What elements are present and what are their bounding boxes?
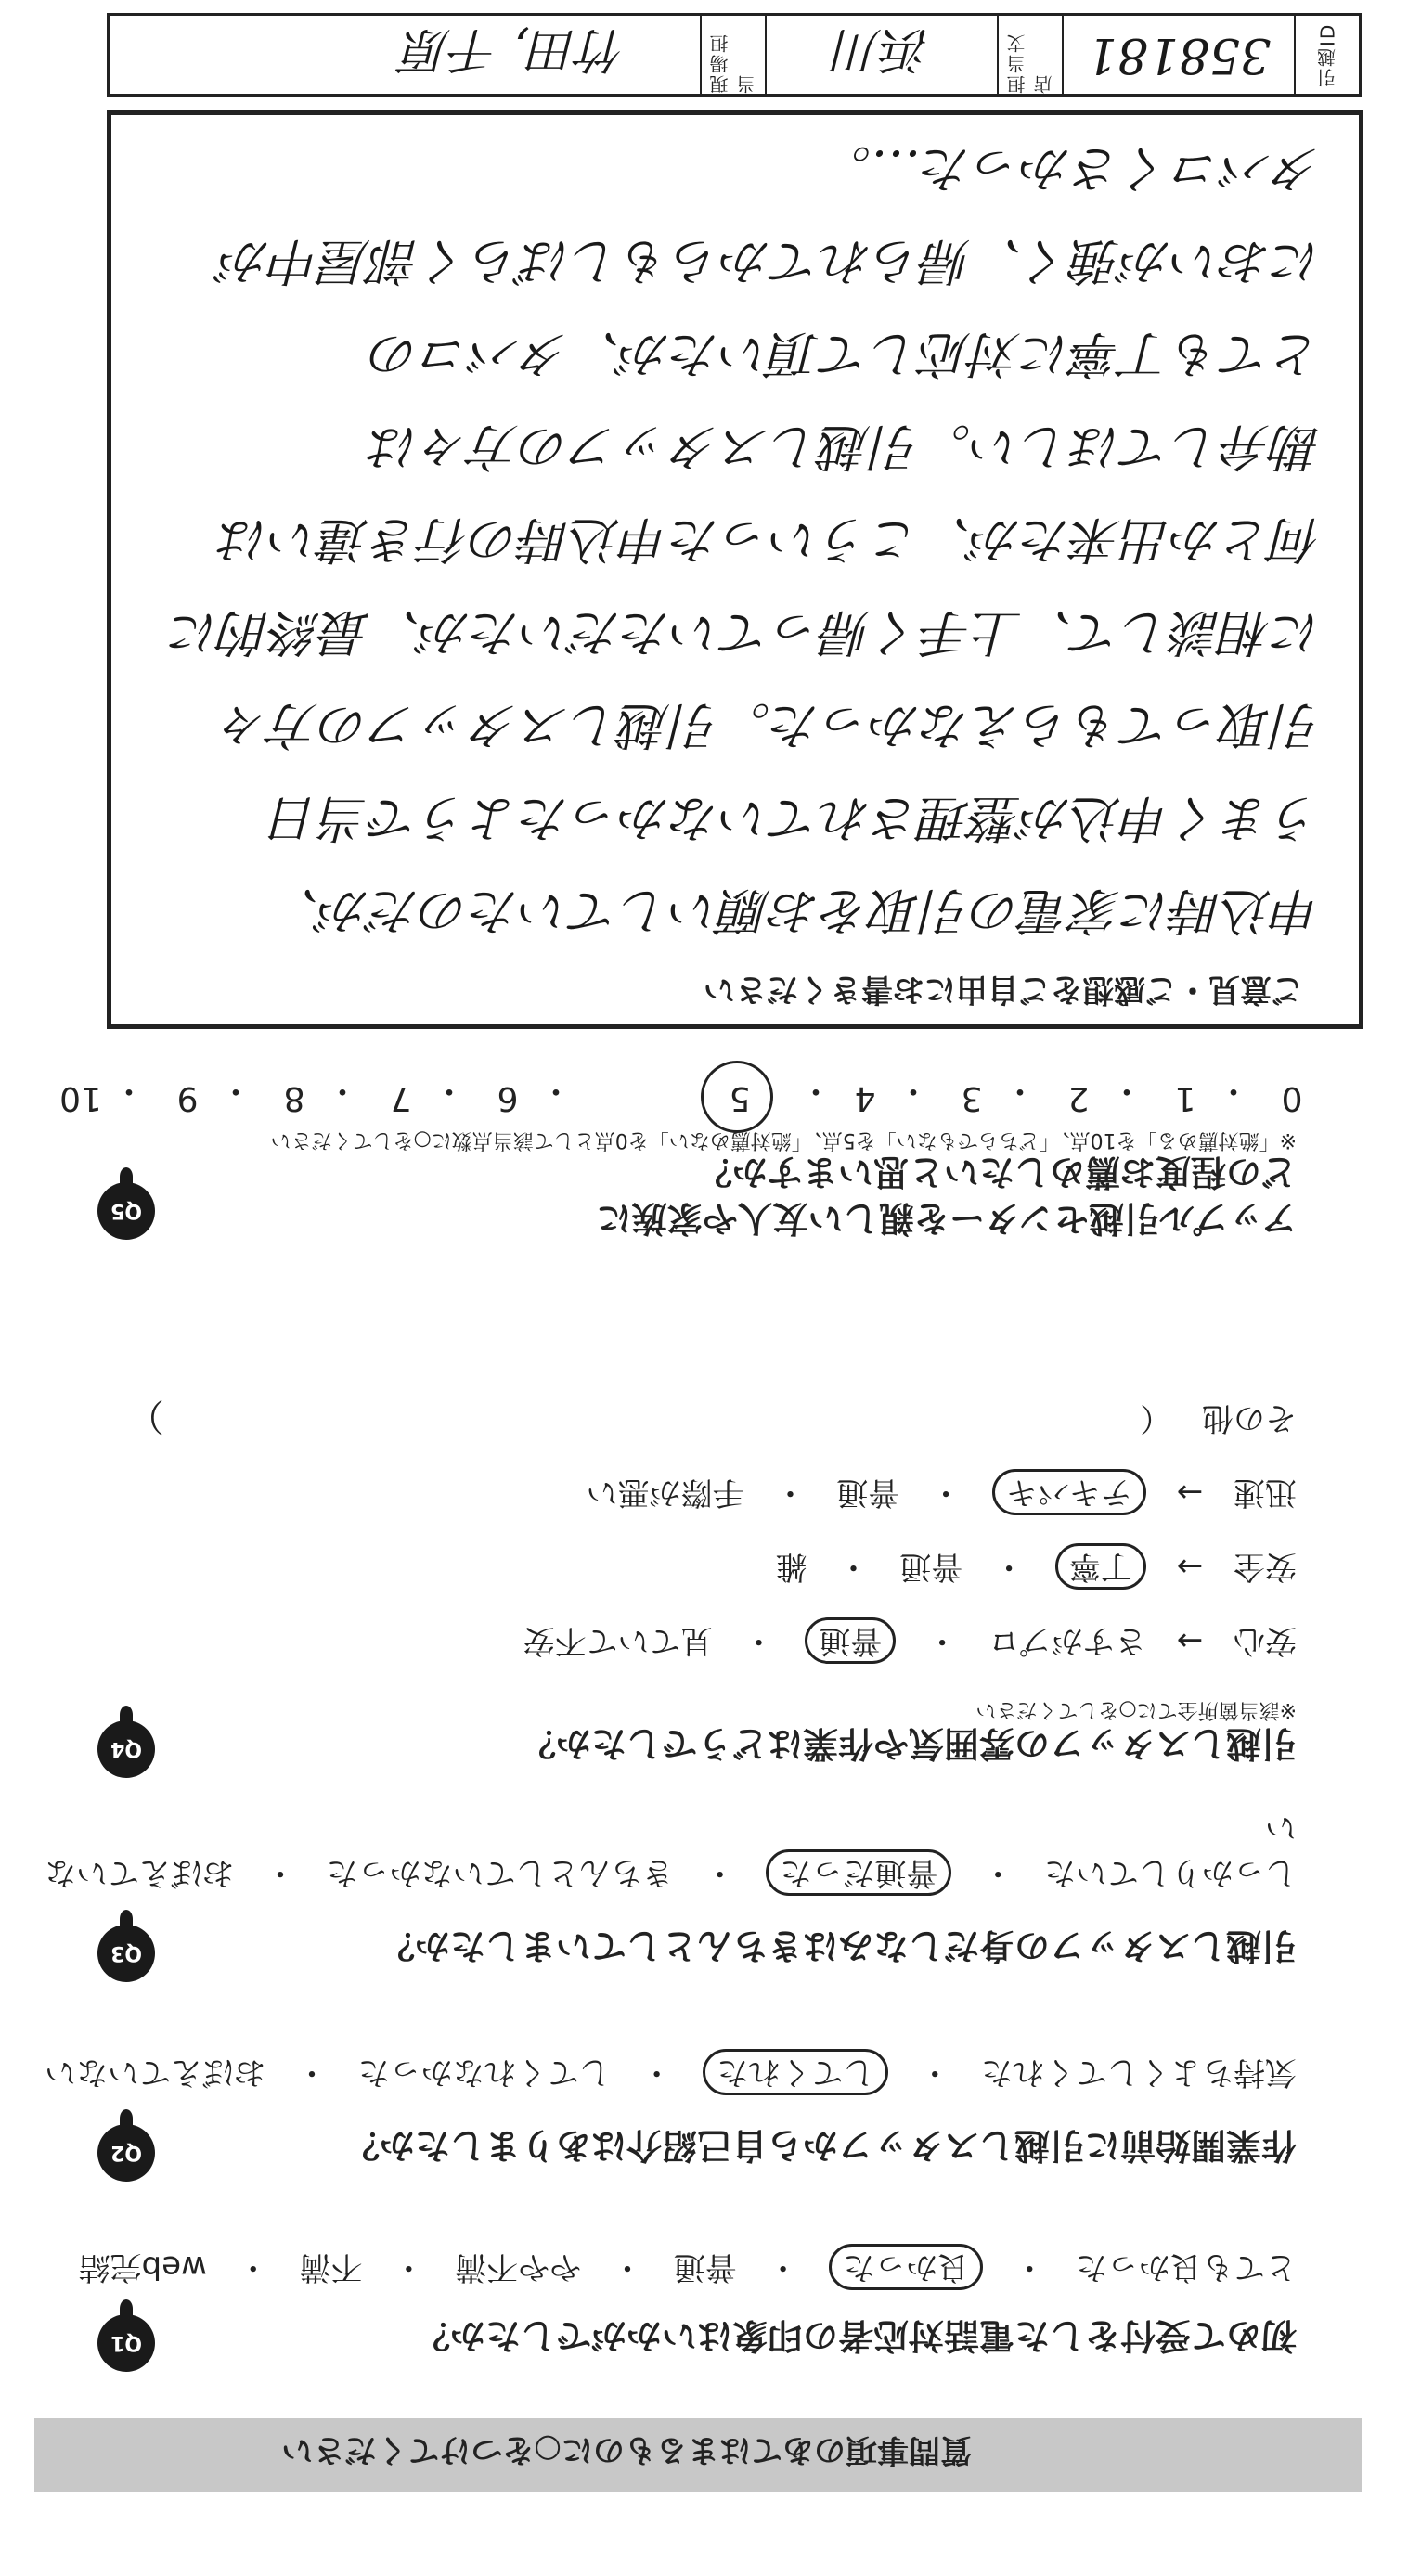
- comment-line: に相談して、上手く帰っていただいたが、最終的に: [170, 603, 1322, 662]
- score-separator: ・: [111, 1072, 146, 1110]
- comment-line: タバコくさかった…。: [820, 139, 1322, 198]
- arrow-icon: →: [1176, 1474, 1204, 1511]
- comment-line: とても丁寧に対応して頂いたが、タバコの: [369, 325, 1322, 383]
- comment-box: [107, 110, 1363, 1029]
- q5-question-line1: アップル引越センターを親しい友人や家族に: [596, 1198, 1297, 1239]
- q5-badge: Q5: [97, 1182, 155, 1240]
- q4-other-row: [1119, 1398, 1297, 1444]
- q4-option[interactable]: 普通: [836, 1474, 900, 1511]
- q2-option[interactable]: してくれなかった: [357, 2054, 611, 2091]
- id-value: 358181: [1086, 27, 1272, 83]
- score-option[interactable]: 3: [961, 1079, 983, 1117]
- q1-options: とても良かった ・ 良かった ・ 普通 ・ やや不満 ・ 不満 ・ web完結: [58, 2248, 1297, 2293]
- score-separator: ・: [1002, 1072, 1037, 1110]
- q1-badge: Q1: [97, 2314, 155, 2372]
- comment-line: 引取ってもらえなかった。引越しスタッフの方々: [219, 696, 1322, 754]
- score-option[interactable]: 4: [854, 1079, 876, 1117]
- q1-option[interactable]: 普通: [673, 2248, 737, 2286]
- branch-label: 担当支店: [1006, 32, 1055, 94]
- q4-option-selected[interactable]: 普通: [805, 1617, 896, 1664]
- q4-option[interactable]: 見ていて不安: [523, 1622, 713, 1659]
- comment-line: においが強く、帰られてからもしばらく部屋中が: [220, 232, 1322, 290]
- branch-value: 浜川: [833, 21, 931, 78]
- q3-option[interactable]: おぼえていない: [45, 1809, 1297, 1891]
- score-option[interactable]: 10: [59, 1079, 102, 1117]
- q4-row-label: 安全: [1234, 1548, 1297, 1585]
- q4-row-jinsoku: 迅速 → テキパキ ・ 普通 ・ 手際が悪い: [566, 1473, 1297, 1518]
- instruction-bar: [34, 2418, 1362, 2492]
- score-separator: ・: [896, 1072, 930, 1110]
- score-separator: ・: [218, 1072, 252, 1110]
- q1-option-selected[interactable]: 良かった: [829, 2244, 983, 2290]
- score-separator: ・: [432, 1072, 466, 1110]
- score-separator: ・: [1109, 1072, 1143, 1110]
- score-option[interactable]: 1: [1174, 1079, 1196, 1117]
- q4-option[interactable]: 雑: [775, 1548, 807, 1585]
- q4-other-close-paren: ）: [127, 1395, 164, 1437]
- q2-option[interactable]: おぼえていない: [45, 2054, 266, 2091]
- q3-badge: Q3: [97, 1925, 155, 1982]
- q3-question: 引越しスタッフの身だしなみはきちんとしていましたか？: [379, 1926, 1297, 1966]
- id-label: 引越ID: [1316, 22, 1339, 87]
- score-option[interactable]: 6: [497, 1079, 519, 1117]
- q3-option[interactable]: しっかりしていた: [1044, 1854, 1297, 1891]
- id-value-cell: [1062, 16, 1294, 94]
- q4-option[interactable]: 手際が悪い: [586, 1474, 744, 1511]
- staff-label: 現場担当: [709, 32, 758, 94]
- comment-line: うまく申込が整理されていなかったようで当日: [269, 789, 1322, 847]
- q4-other-open-paren: （: [1140, 1399, 1172, 1436]
- q1-option[interactable]: 不満: [299, 2248, 363, 2286]
- q4-question: 引越しスタッフの雰囲気や作業はどうでしたか？: [520, 1723, 1297, 1764]
- q4-option-selected[interactable]: テキパキ: [992, 1469, 1146, 1515]
- staff-value: 竹田, 千原: [402, 21, 626, 78]
- staff-value-cell: [329, 16, 700, 94]
- score-option[interactable]: 2: [1067, 1079, 1090, 1117]
- q4-row-anshin: 安心 → さすがプロ ・ 普通 ・ 見ていて不安: [503, 1621, 1297, 1667]
- score-separator: ・: [1216, 1072, 1250, 1110]
- q2-badge: Q2: [97, 2124, 155, 2182]
- score-option[interactable]: 0: [1281, 1079, 1303, 1117]
- q2-options: 気持ちよくしてくれた ・ してくれた ・ してくれなかった ・ おぼえていない: [24, 2053, 1297, 2098]
- q5-question-line2: どの程度お薦めしたいと思いますか？: [696, 1152, 1297, 1192]
- q4-option[interactable]: 普通: [899, 1548, 963, 1585]
- q3-options: しっかりしていた ・ 普通だった ・ きちんとしていなかった ・ おぼえていない: [0, 1808, 1297, 1899]
- id-label-cell: [1294, 16, 1359, 94]
- q3-option-selected[interactable]: 普通だった: [766, 1849, 951, 1896]
- q1-option[interactable]: とても良かった: [1076, 2248, 1297, 2286]
- q4-note: ※該当箇所全てに○をしてください: [975, 1698, 1297, 1721]
- q3-option[interactable]: きちんとしていなかった: [326, 1854, 674, 1891]
- branch-value-cell: [765, 16, 997, 94]
- staff-label-cell: [700, 16, 765, 94]
- q4-row-label: 安心: [1234, 1622, 1297, 1659]
- score-separator: ・: [325, 1072, 359, 1110]
- q2-option[interactable]: 気持ちよくしてくれた: [981, 2054, 1297, 2091]
- q4-other-label: その他: [1202, 1399, 1297, 1436]
- q2-question: 作業開始前に引越しスタッフから自己紹介はありましたか？: [343, 2125, 1297, 2166]
- id-strip: [107, 13, 1362, 97]
- score-separator: ・: [538, 1072, 573, 1110]
- q4-option[interactable]: さすがプロ: [988, 1622, 1146, 1659]
- q1-question: 初めて受付をした電話対応者の印象はいかがでしたか？: [414, 2315, 1297, 2356]
- q2-option-selected[interactable]: してくれた: [703, 2049, 888, 2095]
- branch-label-cell: [997, 16, 1062, 94]
- q4-row-label: 迅速: [1234, 1474, 1297, 1511]
- q4-badge: Q4: [97, 1720, 155, 1778]
- comment-line: 勘弁してほしい。引越しスタッフの方々は: [369, 418, 1322, 476]
- score-option[interactable]: 9: [176, 1079, 199, 1117]
- q5-note: ※「絶対薦める」を10点、「どちらでもない」を5点、「絶対薦めない」を0点として該当点数に○をしてください: [270, 1128, 1297, 1152]
- q4-option-selected[interactable]: 丁寧: [1055, 1543, 1146, 1590]
- score-separator: ・: [798, 1072, 833, 1110]
- score-selection-circle: [701, 1061, 773, 1133]
- q1-option[interactable]: やや不満: [455, 2248, 582, 2286]
- arrow-icon: →: [1176, 1548, 1204, 1585]
- q4-row-anzen: 安全 → 丁寧 ・ 普通 ・ 雑: [756, 1547, 1297, 1592]
- comment-heading: ご意見・ご感想をご自由にお書きください: [704, 971, 1303, 1008]
- comment-line: 何とか出来たが、こういった申込時の行き違いは: [219, 510, 1322, 569]
- comment-line: 申込時に家電の引取をお願いしていたのだが、: [269, 882, 1322, 940]
- score-option[interactable]: 8: [283, 1079, 305, 1117]
- arrow-icon: →: [1176, 1622, 1204, 1659]
- score-option-selected[interactable]: 5: [729, 1079, 751, 1117]
- instruction-text: 質問事項のあてはまるものに○をつけてください: [281, 2431, 972, 2468]
- score-option[interactable]: 7: [390, 1079, 412, 1117]
- q1-option[interactable]: web完結: [78, 2248, 207, 2286]
